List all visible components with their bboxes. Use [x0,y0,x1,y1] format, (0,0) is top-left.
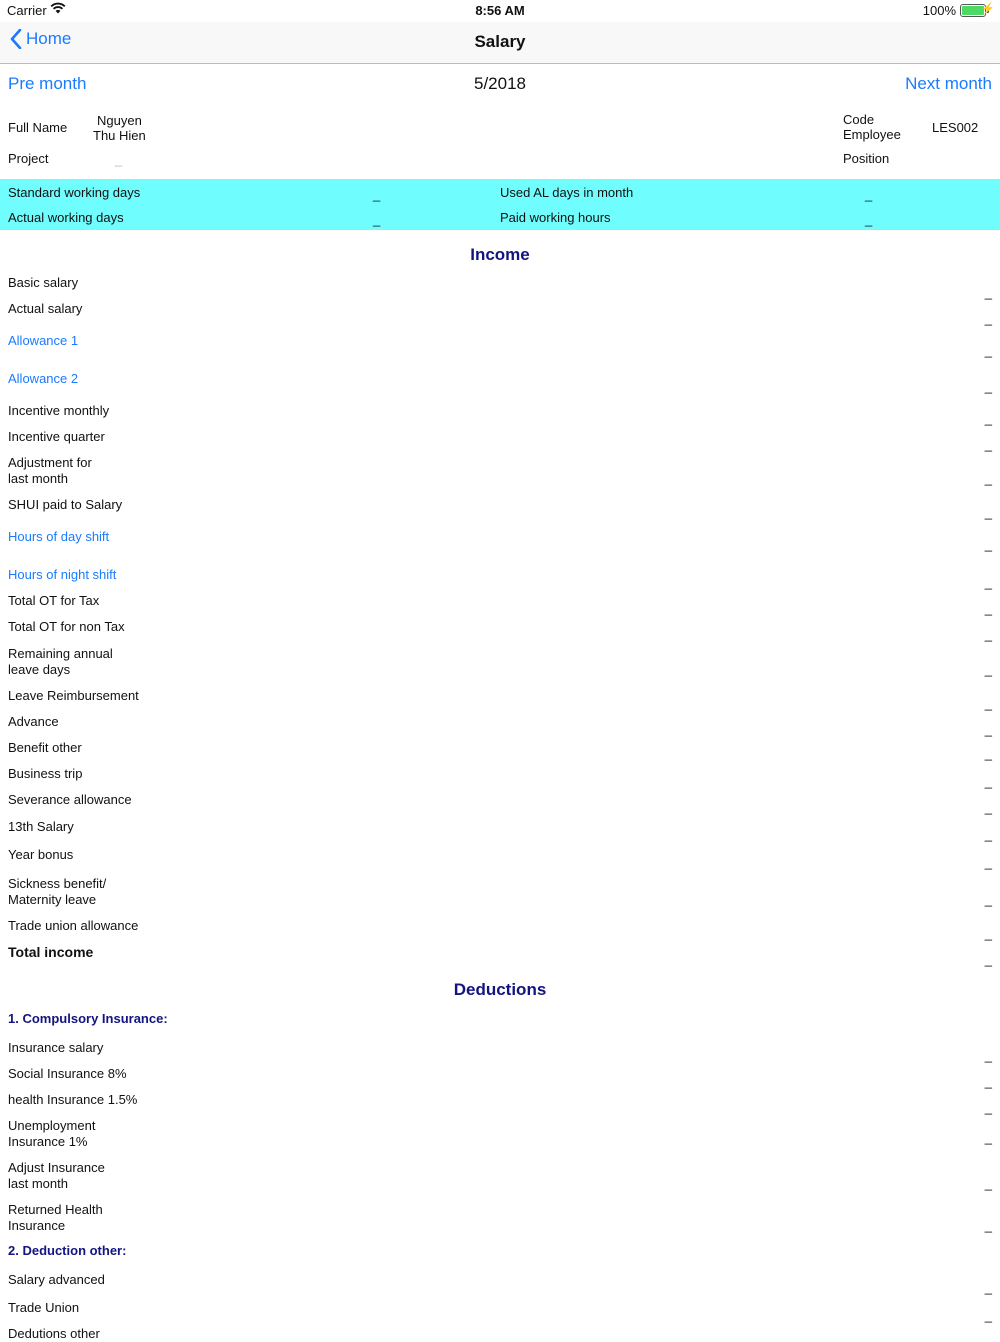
income-row-label: Year bonus [8,847,74,862]
income-row-label: Advance [8,714,59,729]
income-row-value: _ [984,411,992,426]
full-name-value-line1: Nguyen [97,113,142,128]
income-row-label: Basic salary [8,275,79,290]
income-row-label: Total income [8,944,94,960]
back-button-label: Home [26,29,72,48]
deduction-other-row-value: _ [984,1280,992,1295]
income-row-label: Adjustment for last month [8,455,92,486]
income-row-label: Remaining annual leave days [8,646,113,677]
compulsory-insurance-title: 1. Compulsory Insurance: [8,1011,168,1026]
position-label: Position [843,151,890,166]
income-row-value: _ [984,746,992,761]
carrier-label: Carrier [7,3,47,18]
next-month-button[interactable]: Next month [905,74,992,93]
deduction-other-row-label: Dedutions other [8,1326,100,1341]
status-bar [0,0,1000,22]
income-row-value: _ [984,601,992,616]
clock-time: 8:56 AM [475,3,525,18]
deduction-other-row-value: _ [984,1308,992,1323]
standard-working-days-label: Standard working days [8,185,141,200]
insurance-row-value: _ [984,1100,992,1115]
page-title: Salary [474,32,526,51]
income-row-value: _ [984,892,992,907]
insurance-row-value: _ [984,1048,992,1063]
chevron-left-icon [10,29,22,49]
income-row-value: _ [984,627,992,642]
current-month: 5/2018 [474,74,526,93]
insurance-row-label: Returned Health Insurance [8,1202,103,1233]
income-row-value: _ [984,855,992,870]
income-row-label: Total OT for non Tax [8,619,125,634]
income-row-value: _ [984,722,992,737]
income-row-value: _ [984,379,992,394]
income-row-value: _ [984,696,992,711]
income-row-label[interactable]: Hours of night shift [8,567,117,582]
income-row-label: Incentive quarter [8,429,105,444]
insurance-row-label: Adjust Insurance last month [8,1160,105,1191]
prev-month-button[interactable]: Pre month [8,74,87,93]
month-navigation [0,64,1000,104]
full-name-value-line2: Thu Hien [93,128,146,143]
used-al-days-label: Used AL days in month [500,185,634,200]
income-row-label: Severance allowance [8,792,132,807]
income-row-value: _ [984,437,992,452]
code-employee-label-line2: Employee [843,127,901,142]
income-row-label: Leave Reimbursement [8,688,139,703]
income-row-label: Benefit other [8,740,82,755]
income-row-value: _ [984,343,992,358]
income-row-value: _ [984,952,992,967]
deduction-other-row-label: Trade Union [8,1300,80,1315]
insurance-row-label: health Insurance 1.5% [8,1092,138,1107]
actual-working-days-value: _ [373,212,381,227]
income-row-label: Total OT for Tax [8,593,100,608]
income-row-label: Business trip [8,766,83,781]
income-row-label[interactable]: Allowance 2 [8,371,79,386]
insurance-row-value: _ [984,1218,992,1233]
deductions-section-title: Deductions [453,980,547,999]
income-row-label: SHUI paid to Salary [8,497,123,512]
income-row-label: 13th Salary [8,819,74,834]
insurance-row-label: Unemployment Insurance 1% [8,1118,96,1149]
insurance-row-label: Social Insurance 8% [8,1066,127,1081]
charging-icon: ⚡ [981,3,995,15]
project-value: _ [115,152,123,167]
actual-working-days-label: Actual working days [8,210,124,225]
battery-percent: 100% [922,3,956,18]
full-name-label: Full Name [8,120,68,135]
code-employee-value: LES002 [932,120,979,135]
income-row-value: _ [984,926,992,941]
insurance-row-value: _ [984,1176,992,1191]
income-row-label: Incentive monthly [8,403,110,418]
project-label: Project [8,151,49,166]
income-row-value: _ [984,774,992,789]
income-row-label[interactable]: Allowance 1 [8,333,79,348]
standard-working-days-value: _ [373,187,381,202]
deduction-other-row-label: Salary advanced [8,1272,105,1287]
used-al-days-value: _ [865,187,873,202]
income-row-value: _ [984,505,992,520]
income-row-value: _ [984,827,992,842]
back-button[interactable] [10,29,71,49]
navigation-bar [0,22,1000,64]
paid-working-hours-label: Paid working hours [500,210,611,225]
working-days-panel [0,179,1000,230]
income-row-value: _ [984,471,992,486]
deduction-other-title: 2. Deduction other: [8,1243,127,1258]
income-row-label: Actual salary [8,301,83,316]
income-row-value: _ [984,800,992,815]
insurance-row-label: Insurance salary [8,1040,104,1055]
income-section-title: Income [470,245,530,264]
income-row-value: _ [984,575,992,590]
income-row-label: Trade union allowance [8,918,139,933]
insurance-row-value: _ [984,1074,992,1089]
income-row-label[interactable]: Hours of day shift [8,529,110,544]
income-row-label: Sickness benefit/ Maternity leave [8,876,107,907]
income-row-value: _ [984,311,992,326]
income-row-value: _ [984,537,992,552]
income-row-value: _ [984,662,992,677]
insurance-row-value: _ [984,1130,992,1145]
paid-working-hours-value: _ [865,212,873,227]
code-employee-label-line1: Code [843,112,875,127]
income-row-value: _ [984,285,992,300]
